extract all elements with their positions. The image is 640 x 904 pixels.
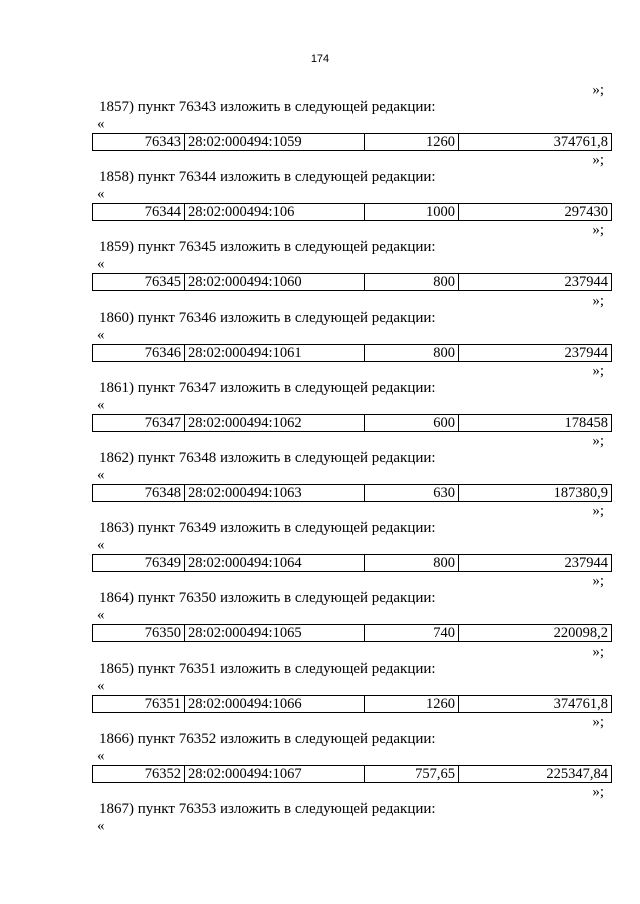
closing-quote: »; bbox=[592, 433, 604, 449]
cadastral-number-cell: 28:02:000494:106 bbox=[185, 204, 365, 221]
area-cell: 800 bbox=[365, 274, 459, 291]
table-row bbox=[93, 485, 612, 502]
opening-quote: « bbox=[97, 326, 105, 343]
area-cell: 1000 bbox=[365, 204, 459, 221]
cadastral-number-cell: 28:02:000494:1062 bbox=[185, 414, 365, 431]
item-number-cell: 76350 bbox=[93, 625, 185, 642]
closing-quote: »; bbox=[592, 292, 604, 309]
cadastral-number-cell: 28:02:000494:1060 bbox=[185, 274, 365, 291]
item-number-cell: 76351 bbox=[93, 695, 185, 712]
table-row bbox=[93, 274, 612, 291]
cadastral-number-cell: 28:02:000494:1064 bbox=[185, 555, 365, 572]
item-number-cell: 76349 bbox=[93, 555, 185, 572]
amendment-table bbox=[92, 203, 612, 221]
table-row bbox=[93, 555, 612, 572]
table-row bbox=[93, 625, 612, 642]
amendment-heading: 1857) пункт 76343 изложить в следующей редакции: bbox=[99, 99, 436, 115]
closing-quote: »; bbox=[592, 222, 604, 239]
value-cell: 187380,9 bbox=[459, 485, 612, 502]
opening-quote: « bbox=[97, 396, 105, 413]
amendment-table bbox=[92, 695, 612, 713]
closing-quote: »; bbox=[592, 573, 604, 590]
table-row bbox=[93, 695, 612, 712]
amendment-table bbox=[92, 554, 612, 572]
opening-quote: « bbox=[97, 467, 105, 483]
item-number-cell: 76345 bbox=[93, 274, 185, 291]
cadastral-number-cell: 28:02:000494:1067 bbox=[185, 765, 365, 782]
amendment-table bbox=[92, 133, 612, 151]
area-cell: 800 bbox=[365, 344, 459, 361]
table-row bbox=[93, 765, 612, 782]
table-row bbox=[93, 344, 612, 361]
closing-quote: »; bbox=[592, 643, 604, 660]
amendment-heading: 1867) пункт 76353 изложить в следующей редакции: bbox=[99, 801, 436, 817]
amendment-table bbox=[92, 624, 612, 642]
cadastral-number-cell: 28:02:000494:1059 bbox=[185, 134, 365, 151]
area-cell: 740 bbox=[365, 625, 459, 642]
opening-quote: « bbox=[97, 537, 105, 554]
amendment-heading: 1861) пункт 76347 изложить в следующей редакции: bbox=[99, 379, 436, 396]
area-cell: 1260 bbox=[365, 134, 459, 151]
table-row bbox=[93, 204, 612, 221]
amendment-heading: 1865) пункт 76351 изложить в следующей редакции: bbox=[99, 660, 436, 677]
area-cell: 630 bbox=[365, 485, 459, 502]
amendment-heading: 1866) пункт 76352 изложить в следующей редакции: bbox=[99, 730, 436, 747]
item-number-cell: 76343 bbox=[93, 134, 185, 151]
amendment-heading: 1863) пункт 76349 изложить в следующей редакции: bbox=[99, 520, 436, 537]
area-cell: 757,65 bbox=[365, 765, 459, 782]
closing-quote: »; bbox=[592, 713, 604, 730]
amendment-heading: 1860) пункт 76346 изложить в следующей редакции: bbox=[99, 309, 436, 326]
amendment-heading: 1864) пункт 76350 изложить в следующей редакции: bbox=[99, 590, 436, 607]
cadastral-number-cell: 28:02:000494:1061 bbox=[185, 344, 365, 361]
value-cell: 225347,84 bbox=[459, 765, 612, 782]
closing-quote: »; bbox=[592, 362, 604, 379]
item-number-cell: 76348 bbox=[93, 485, 185, 502]
cadastral-number-cell: 28:02:000494:1065 bbox=[185, 625, 365, 642]
opening-quote: « bbox=[97, 677, 105, 694]
page-number: 174 bbox=[310, 53, 330, 65]
item-number-cell: 76352 bbox=[93, 765, 185, 782]
item-number-cell: 76347 bbox=[93, 414, 185, 431]
closing-quote: »; bbox=[592, 784, 604, 800]
opening-quote: « bbox=[97, 116, 105, 132]
item-number-cell: 76346 bbox=[93, 344, 185, 361]
area-cell: 800 bbox=[365, 555, 459, 572]
opening-quote: « bbox=[97, 186, 105, 203]
opening-quote: « bbox=[97, 256, 105, 273]
table-row bbox=[93, 414, 612, 431]
value-cell: 374761,8 bbox=[459, 134, 612, 151]
closing-quote: »; bbox=[592, 152, 604, 169]
area-cell: 600 bbox=[365, 414, 459, 431]
amendment-table bbox=[92, 344, 612, 362]
amendment-table bbox=[92, 414, 612, 432]
amendment-table bbox=[92, 273, 612, 291]
value-cell: 178458 bbox=[459, 414, 612, 431]
cadastral-number-cell: 28:02:000494:1066 bbox=[185, 695, 365, 712]
value-cell: 237944 bbox=[459, 344, 612, 361]
table-row bbox=[93, 134, 612, 151]
value-cell: 237944 bbox=[459, 555, 612, 572]
opening-quote: « bbox=[97, 747, 105, 764]
value-cell: 237944 bbox=[459, 274, 612, 291]
amendment-table bbox=[92, 765, 612, 783]
area-cell: 1260 bbox=[365, 695, 459, 712]
opening-quote: « bbox=[97, 818, 105, 834]
closing-quote: »; bbox=[592, 82, 604, 98]
amendment-table bbox=[92, 484, 612, 502]
item-number-cell: 76344 bbox=[93, 204, 185, 221]
value-cell: 374761,8 bbox=[459, 695, 612, 712]
closing-quote: »; bbox=[592, 503, 604, 520]
amendment-heading: 1859) пункт 76345 изложить в следующей редакции: bbox=[99, 239, 436, 256]
cadastral-number-cell: 28:02:000494:1063 bbox=[185, 485, 365, 502]
amendment-heading: 1858) пункт 76344 изложить в следующей редакции: bbox=[99, 169, 436, 186]
value-cell: 220098,2 bbox=[459, 625, 612, 642]
amendment-heading: 1862) пункт 76348 изложить в следующей редакции: bbox=[99, 450, 436, 466]
value-cell: 297430 bbox=[459, 204, 612, 221]
opening-quote: « bbox=[97, 607, 105, 624]
